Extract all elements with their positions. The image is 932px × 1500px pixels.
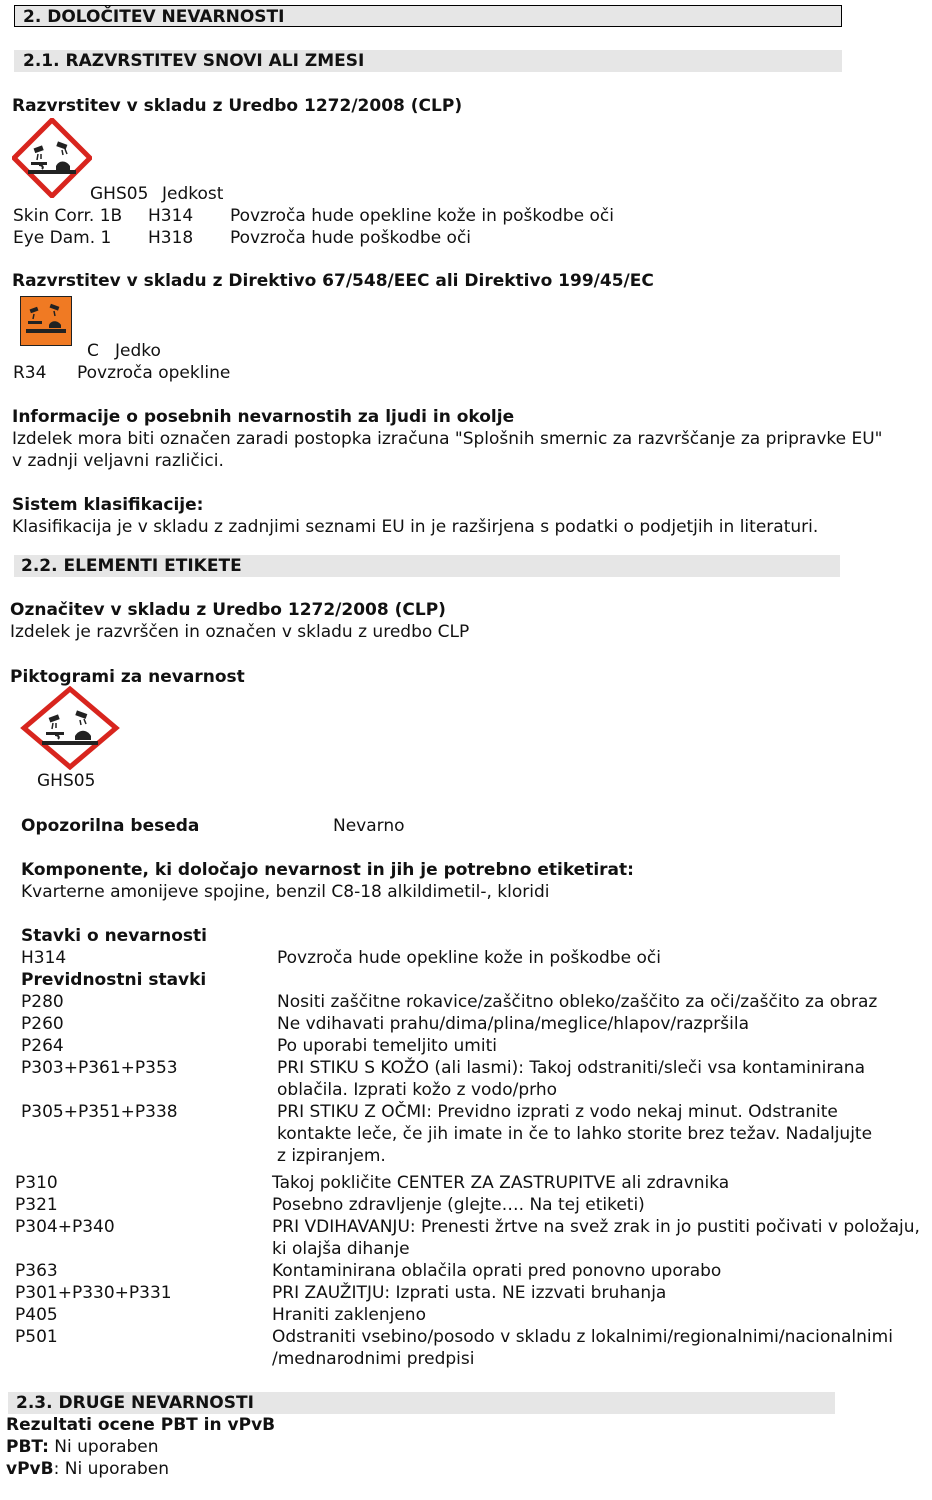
old-symbol-code: C — [87, 341, 99, 361]
pbt-row — [6, 1436, 159, 1458]
ghs05-corrosion-icon — [20, 686, 120, 770]
p-text: Hraniti zaklenjeno — [272, 1305, 426, 1325]
vpvb-row — [6, 1458, 169, 1480]
p-code: P280 — [21, 992, 64, 1012]
signal-word-label: Opozorilna beseda — [21, 816, 200, 836]
p-code: P305+P351+P338 — [21, 1102, 178, 1122]
p-code: P501 — [15, 1327, 58, 1347]
p-code: P310 — [15, 1173, 58, 1193]
pbt-heading: Rezultati ocene PBT in vPvB — [6, 1415, 276, 1435]
old-symbol-label: Jedko — [115, 341, 161, 361]
p-code: P264 — [21, 1036, 64, 1056]
pictograms-heading: Piktogrami za nevarnost — [10, 667, 245, 687]
p-text: /mednarodnimi predpisi — [272, 1349, 475, 1369]
p-code: P405 — [15, 1305, 58, 1325]
section-title: 2. DOLOČITEV NEVARNOSTI — [14, 5, 842, 27]
vpvb-value: : Ni uporaben — [53, 1459, 169, 1479]
p-text: Takoj pokličite CENTER ZA ZASTRUPITVE ali zdravnika — [272, 1173, 730, 1193]
hazard-code: H318 — [148, 228, 194, 248]
p-text: PRI VDIHAVANJU: Prenesti žrtve na svež zrak in jo pustiti počivati v položaju, — [272, 1217, 920, 1237]
ghs05-code: GHS05 — [37, 771, 96, 791]
hazard-text: Povzroča hude poškodbe oči — [230, 228, 472, 248]
p-text: PRI STIKU Z OČMI: Previdno izprati z vodo nekaj minut. Odstranite — [277, 1102, 838, 1122]
label-heading: Označitev v skladu z Uredbo 1272/2008 (CLP) — [10, 600, 446, 620]
info-heading: Informacije o posebnih nevarnostih za ljudi in okolje — [12, 407, 515, 427]
hazard-text: Povzroča hude opekline kože in poškodbe oči — [230, 206, 614, 226]
pbt-label: PBT: — [6, 1437, 49, 1457]
hazard-class: Skin Corr. 1B — [13, 206, 123, 226]
r-text: Povzroča opekline — [77, 363, 231, 383]
subsection-2-3-title: 2.3. DRUGE NEVARNOSTI — [8, 1392, 835, 1414]
p-code: P321 — [15, 1195, 58, 1215]
signal-word: Nevarno — [333, 816, 405, 836]
precaution-heading: Previdnostni stavki — [21, 970, 207, 990]
system-heading: Sistem klasifikacije: — [12, 495, 204, 515]
p-code: P303+P361+P353 — [21, 1058, 178, 1078]
ghs05-code: GHS05 — [90, 184, 149, 204]
p-text: Kontaminirana oblačila oprati pred ponovno uporabo — [272, 1261, 722, 1281]
p-text: oblačila. Izprati kožo z vodo/prho — [277, 1080, 558, 1100]
p-code: P260 — [21, 1014, 64, 1034]
p-text: kontakte leče, če jih imate in če to lahko storite brez težav. Nadaljujte — [277, 1124, 873, 1144]
info-text: Izdelek mora biti označen zaradi postopka izračuna "Splošnih smernic za razvrščanje za pripravke EU" — [12, 429, 883, 449]
components-text: Kvarterne amonijeve spojine, benzil C8-18 alkildimetil-, kloridi — [21, 882, 550, 902]
components-heading: Komponente, ki določajo nevarnost in jih je potrebno etiketirat: — [21, 860, 634, 880]
p-code: P304+P340 — [15, 1217, 115, 1237]
ghs05-label: Jedkost — [162, 184, 224, 204]
h-text: Povzroča hude opekline kože in poškodbe oči — [277, 948, 661, 968]
clp-heading: Razvrstitev v skladu z Uredbo 1272/2008 (CLP) — [12, 96, 463, 116]
p-text: Ne vdihavati prahu/dima/plina/meglice/hlapov/razpršila — [277, 1014, 749, 1034]
p-code: P363 — [15, 1261, 58, 1281]
p-text: Po uporabi temeljito umiti — [277, 1036, 497, 1056]
r-code: R34 — [13, 363, 47, 383]
hazard-code: H314 — [148, 206, 194, 226]
subsection-2-1-title: 2.1. RAZVRSTITEV SNOVI ALI ZMESI — [14, 50, 842, 72]
p-text: ki olajša dihanje — [272, 1239, 410, 1259]
info-text: v zadnji veljavni različici. — [12, 451, 224, 471]
subsection-2-2-title: 2.2. ELEMENTI ETIKETE — [14, 555, 840, 577]
p-text: Nositi zaščitne rokavice/zaščitno obleko/zaščito za oči/zaščito za obraz — [277, 992, 878, 1012]
directive-heading: Razvrstitev v skladu z Direktivo 67/548/EEC ali Direktivo 199/45/EC — [12, 271, 654, 291]
p-text: z izpiranjem. — [277, 1146, 386, 1166]
system-text: Klasifikacija je v skladu z zadnjimi seznami EU in je razširjena s podatki o podjetjih in literaturi. — [12, 517, 819, 537]
hazard-class: Eye Dam. 1 — [13, 228, 112, 248]
label-text: Izdelek je razvrščen in označen v skladu z uredbo CLP — [10, 622, 470, 642]
hazard-statements-heading: Stavki o nevarnosti — [21, 926, 207, 946]
p-code: P301+P330+P331 — [15, 1283, 172, 1303]
vpvb-label: vPvB — [6, 1459, 54, 1479]
p-text: Odstraniti vsebino/posodo v skladu z lokalnimi/regionalnimi/nacionalnimi — [272, 1327, 893, 1347]
p-text: Posebno zdravljenje (glejte…. Na tej etiketi) — [272, 1195, 645, 1215]
p-text: PRI ZAUŽITJU: Izprati usta. NE izzvati bruhanja — [272, 1283, 667, 1303]
h-code: H314 — [21, 948, 67, 968]
corrosive-symbol-icon — [20, 296, 72, 346]
ghs05-corrosion-icon — [12, 118, 92, 198]
p-text: PRI STIKU S KOŽO (ali lasmi): Takoj odstraniti/sleči vsa kontaminirana — [277, 1058, 865, 1078]
pbt-value: Ni uporaben — [54, 1437, 159, 1457]
